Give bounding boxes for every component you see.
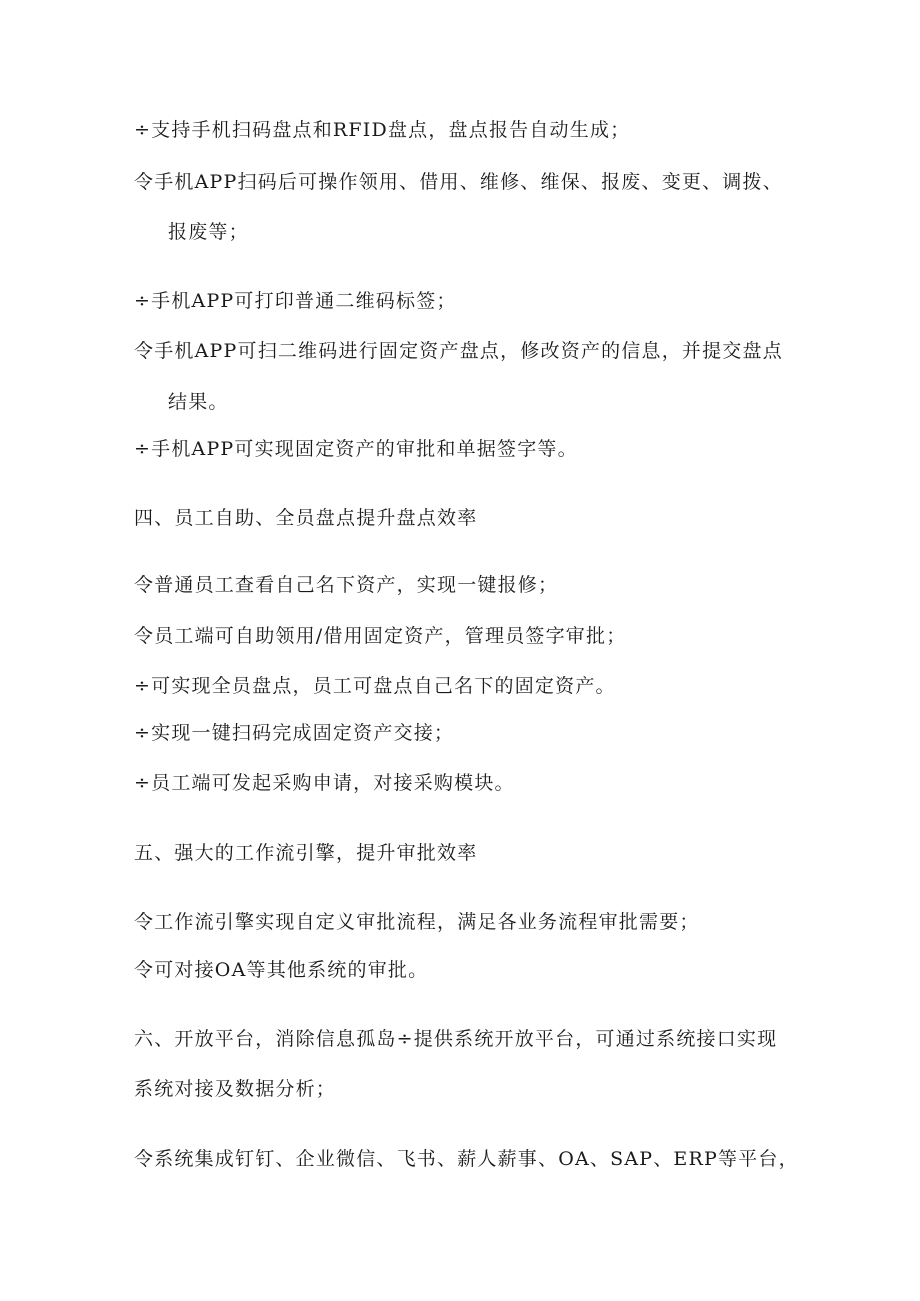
bullet-line-workflow-custom: 令工作流引擎实现自定义审批流程，满足各业务流程审批需要； xyxy=(134,911,700,933)
section-heading-6: 六、开放平台，消除信息孤岛÷提供系统开放平台，可通过系统接口实现 xyxy=(134,1028,778,1050)
bullet-line-employee-self-service: 令员工端可自助领用/借用固定资产，管理员签字审批； xyxy=(134,625,627,647)
bullet-line-employee-view: 令普通员工查看自己名下资产，实现一键报修； xyxy=(134,574,559,596)
bullet-line-app-approval: ÷手机APP可实现固定资产的审批和单据签字等。 xyxy=(134,438,578,460)
bullet-line-app-operations: 令手机APP扫码后可操作领用、借用、维修、维保、报废、变更、调拨、 xyxy=(134,171,783,193)
section-heading-4: 四、员工自助、全员盘点提升盘点效率 xyxy=(134,507,478,529)
bullet-line-app-operations-cont: 报废等； xyxy=(168,221,249,243)
bullet-line-purchase-request: ÷员工端可发起采购申请，对接采购模块。 xyxy=(134,772,515,794)
bullet-line-app-qr-inventory: 令手机APP可扫二维码进行固定资产盘点，修改资产的信息，并提交盘点 xyxy=(134,340,783,362)
bullet-line-handover: ÷实现一键扫码完成固定资产交接； xyxy=(134,722,455,744)
bullet-line-workflow-oa: 令可对接OA等其他系统的审批。 xyxy=(134,959,429,981)
bullet-line-app-qr-inventory-cont: 结果。 xyxy=(168,391,229,413)
section-heading-5: 五、强大的工作流引擎，提升审批效率 xyxy=(134,842,478,864)
bullet-line-all-staff-inventory: ÷可实现全员盘点，员工可盘点自己名下的固定资产。 xyxy=(134,675,616,697)
bullet-line-integrations: 令系统集成钉钉、企业微信、飞书、薪人薪事、OA、SAP、ERP等平台， xyxy=(134,1148,799,1170)
section-heading-6-cont: 系统对接及数据分析； xyxy=(134,1078,337,1100)
bullet-line-app-print-label: ÷手机APP可打印普通二维码标签； xyxy=(134,290,457,312)
bullet-line-scan-inventory: ÷支持手机扫码盘点和RFID盘点，盘点报告自动生成； xyxy=(134,119,631,141)
